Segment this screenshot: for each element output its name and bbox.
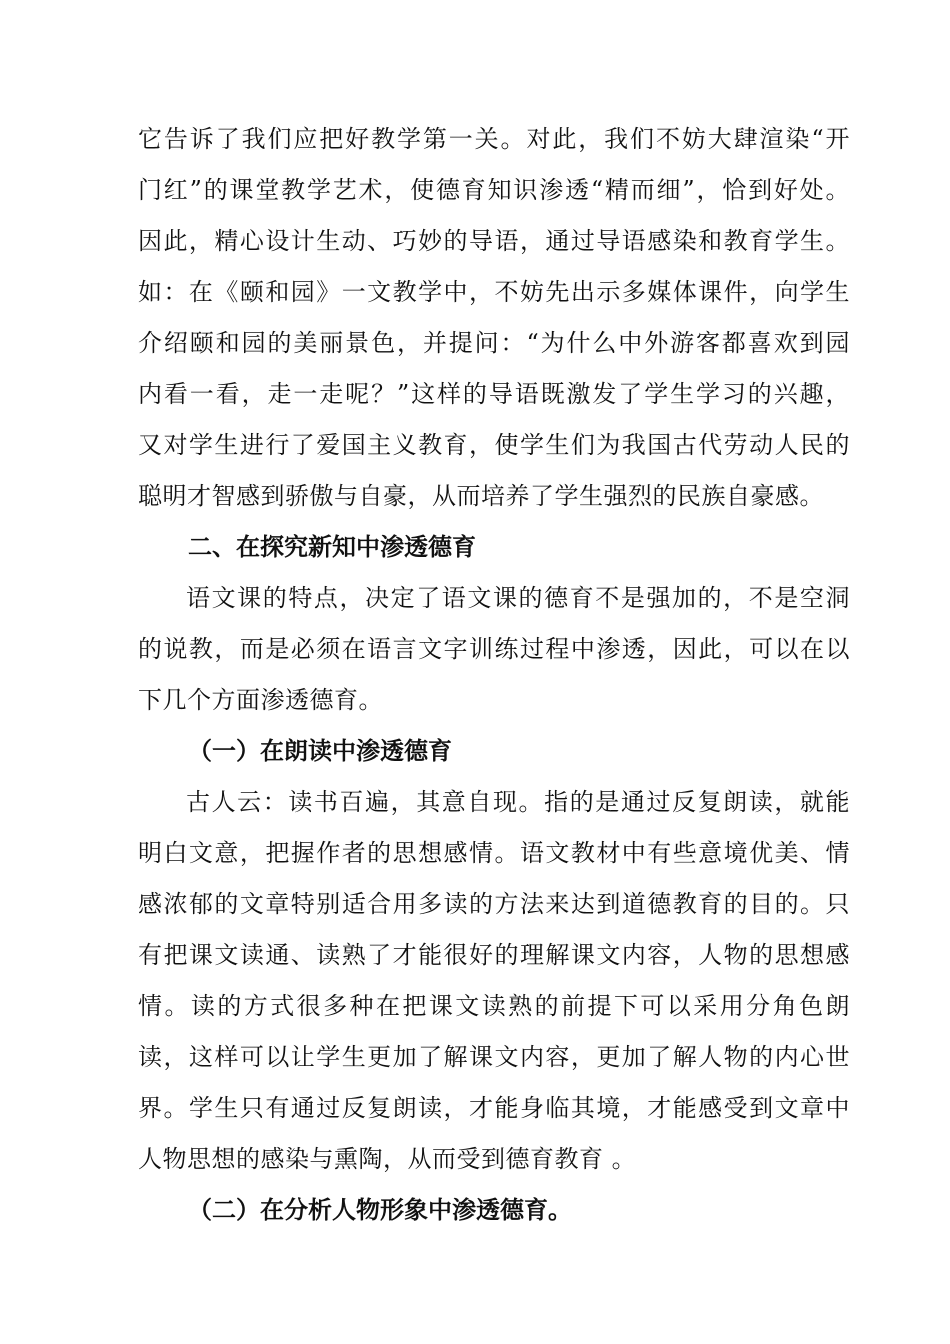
text-line: 语文课的特点，决定了语文课的德育不是强加的，不是空洞 xyxy=(186,584,850,612)
text-line: 介绍颐和园的美丽景色，并提问：“为什么中外游客都喜欢到园 xyxy=(138,329,850,357)
text-line: 它告诉了我们应把好教学第一关。对此，我们不妨大肆渲染“开 xyxy=(138,125,850,153)
text-line: 读，这样可以让学生更加了解课文内容，更加了解人物的内心世 xyxy=(138,1043,850,1071)
text-line: 的说教，而是必须在语言文字训练过程中渗透，因此，可以在以 xyxy=(138,635,850,663)
text-line: 古人云：读书百遍，其意自现。指的是通过反复朗读，就能 xyxy=(186,788,850,816)
text-line: 感浓郁的文章特别适合用多读的方法来达到道德教育的目的。只 xyxy=(138,890,850,918)
text-line: 又对学生进行了爱国主义教育，使学生们为我国古代劳动人民的 xyxy=(138,431,850,459)
text-line: 门红”的课堂教学艺术，使德育知识渗透“精而细”，恰到好处。 xyxy=(138,176,850,204)
text-line: 有把课文读通、读熟了才能很好的理解课文内容，人物的思想感 xyxy=(138,941,850,969)
text-line: 明白文意，把握作者的思想感情。语文教材中有些意境优美、情 xyxy=(138,839,850,867)
text-line: 情。读的方式很多种在把课文读熟的前提下可以采用分角色朗 xyxy=(138,992,850,1020)
subsection-heading: （二）在分析人物形象中渗透德育。 xyxy=(188,1196,572,1224)
paragraph-section-intro xyxy=(138,573,850,726)
paragraph-reading xyxy=(138,777,850,1185)
document-page xyxy=(138,114,850,1236)
subsection-heading: （一）在朗读中渗透德育 xyxy=(188,737,452,765)
text-line: 人物思想的感染与熏陶，从而受到德育教育 。 xyxy=(138,1145,637,1173)
text-line: 如：在《颐和园》一文教学中，不妨先出示多媒体课件，向学生 xyxy=(138,278,850,306)
text-line: 界。学生只有通过反复朗读，才能身临其境，才能感受到文章中 xyxy=(138,1094,850,1122)
paragraph-intro-continuation xyxy=(138,114,850,522)
text-line: 聪明才智感到骄傲与自豪，从而培养了学生强烈的民族自豪感。 xyxy=(138,482,824,510)
text-line: 下几个方面渗透德育。 xyxy=(138,686,383,714)
section-heading: 二、在探究新知中渗透德育 xyxy=(188,533,476,561)
text-line: 内看一看，走一走呢？”这样的导语既激发了学生学习的兴趣， xyxy=(138,380,850,408)
text-line: 因此，精心设计生动、巧妙的导语，通过导语感染和教育学生。 xyxy=(138,227,850,255)
